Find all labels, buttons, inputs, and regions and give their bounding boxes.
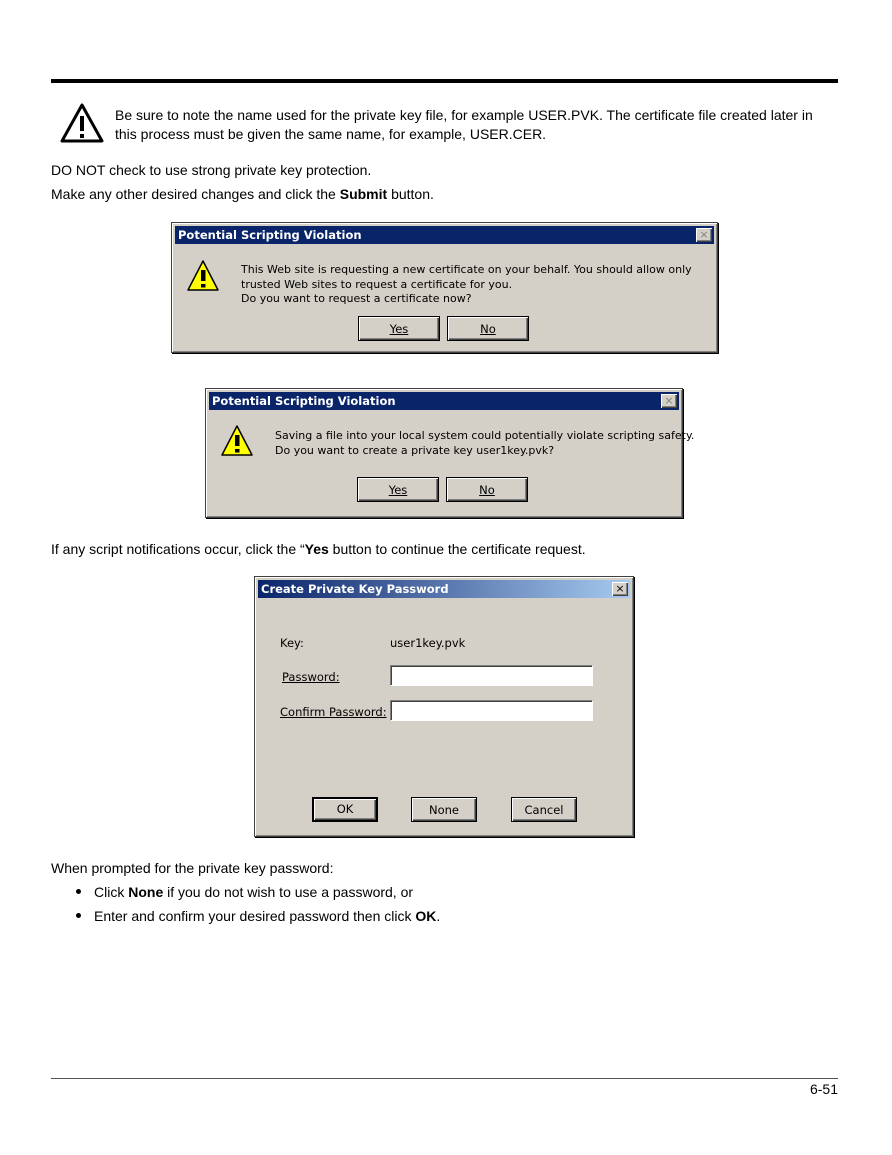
key-value: user1key.pvk — [390, 636, 466, 650]
bullet-item-none — [76, 883, 413, 901]
dialog-1-line-2: trusted Web sites to request a certificate for you. — [241, 277, 513, 291]
dialog-1-titlebar — [175, 226, 714, 244]
caution-triangle-icon — [59, 102, 105, 144]
submit-instruction-before: Make any other desired changes and click the — [51, 186, 340, 202]
warning-icon — [220, 424, 254, 458]
script-instruction-before: If any script notifications occur, click the “ — [51, 541, 305, 557]
password-label — [282, 670, 340, 684]
dialog-2-yes-label: Yes — [388, 483, 408, 497]
dialog-1-yes-label: Yes — [389, 322, 409, 336]
bullet-2-after: . — [436, 908, 441, 924]
dialog-1-line-3: Do you want to request a certificate now? — [241, 292, 472, 305]
page-number: 6-51 — [809, 1081, 838, 1097]
dialog-2-no-label: No — [479, 483, 495, 497]
no-strong-protection-text: DO NOT check to use strong private key protection. — [51, 162, 372, 178]
dialog-3-title: Create Private Key Password — [261, 582, 449, 596]
confirm-password-label-text: Confirm Password: — [280, 705, 387, 719]
caution-line-1: Be sure to note the name used for the private key file, for example USER.PVK. The certificate file created later in — [115, 107, 813, 123]
script-instruction-bold: Yes — [304, 541, 329, 557]
confirm-password-input[interactable] — [390, 700, 593, 721]
caution-note — [115, 106, 835, 144]
dialog-2-message — [275, 429, 694, 458]
dialog-2-close-button[interactable]: × — [661, 394, 677, 408]
dialog-3-titlebar — [258, 580, 630, 598]
footer-rule — [51, 1078, 838, 1079]
dialog-1-line-1: This Web site is requesting a new certificate on your behalf. You should allow only — [241, 263, 692, 276]
script-instruction-after: button to continue the certificate request. — [328, 541, 586, 557]
dialog-1-no-button[interactable] — [447, 316, 529, 341]
bullet-1-bold: None — [128, 884, 164, 900]
key-label: Key: — [280, 636, 304, 650]
ok-button[interactable]: OK — [312, 797, 378, 822]
dialog-2-yes-button[interactable] — [357, 477, 439, 502]
dialog-1-close-button[interactable]: × — [696, 228, 712, 242]
bullet-1-after: if you do not wish to use a password, or — [163, 884, 414, 900]
warning-icon — [186, 259, 220, 293]
bullet-1-before: Click — [94, 884, 129, 900]
dialog-2-no-button[interactable] — [446, 477, 528, 502]
submit-instruction — [51, 185, 434, 203]
dialog-2-title: Potential Scripting Violation — [212, 394, 396, 408]
dialog-1-message — [241, 263, 692, 307]
bullet-2-before: Enter and confirm your desired password then click — [94, 908, 416, 924]
confirm-password-label — [280, 705, 387, 719]
none-button[interactable]: None — [411, 797, 477, 822]
scripting-violation-dialog-2 — [205, 388, 695, 518]
dialog-2-line-1: Saving a file into your local system could potentially violate scripting safety. — [275, 429, 695, 442]
header-rule — [51, 79, 838, 83]
cancel-button[interactable]: Cancel — [511, 797, 577, 822]
dialog-1-yes-button[interactable] — [358, 316, 440, 341]
caution-line-2: this process must be given the same name, for example, USER.CER. — [115, 126, 547, 142]
dialog-3-close-button[interactable]: × — [612, 582, 628, 596]
bullet-item-ok — [76, 907, 440, 925]
password-input[interactable] — [390, 665, 593, 686]
submit-instruction-after: button. — [387, 186, 434, 202]
password-prompt-text: When prompted for the private key password: — [51, 860, 334, 876]
bullet-dot-icon — [76, 889, 81, 894]
bullet-2-bold: OK — [415, 908, 437, 924]
dialog-2-titlebar — [209, 392, 679, 410]
scripting-violation-dialog-1 — [171, 222, 718, 353]
script-notification-instruction — [51, 540, 586, 558]
dialog-1-title: Potential Scripting Violation — [178, 228, 362, 242]
submit-instruction-bold: Submit — [339, 186, 388, 202]
bullet-dot-icon — [76, 913, 81, 918]
dialog-2-line-2: Do you want to create a private key user1key.pvk? — [275, 443, 555, 457]
dialog-1-no-label: No — [480, 322, 496, 336]
password-label-text: Password: — [282, 670, 340, 684]
create-private-key-password-dialog — [254, 576, 634, 837]
